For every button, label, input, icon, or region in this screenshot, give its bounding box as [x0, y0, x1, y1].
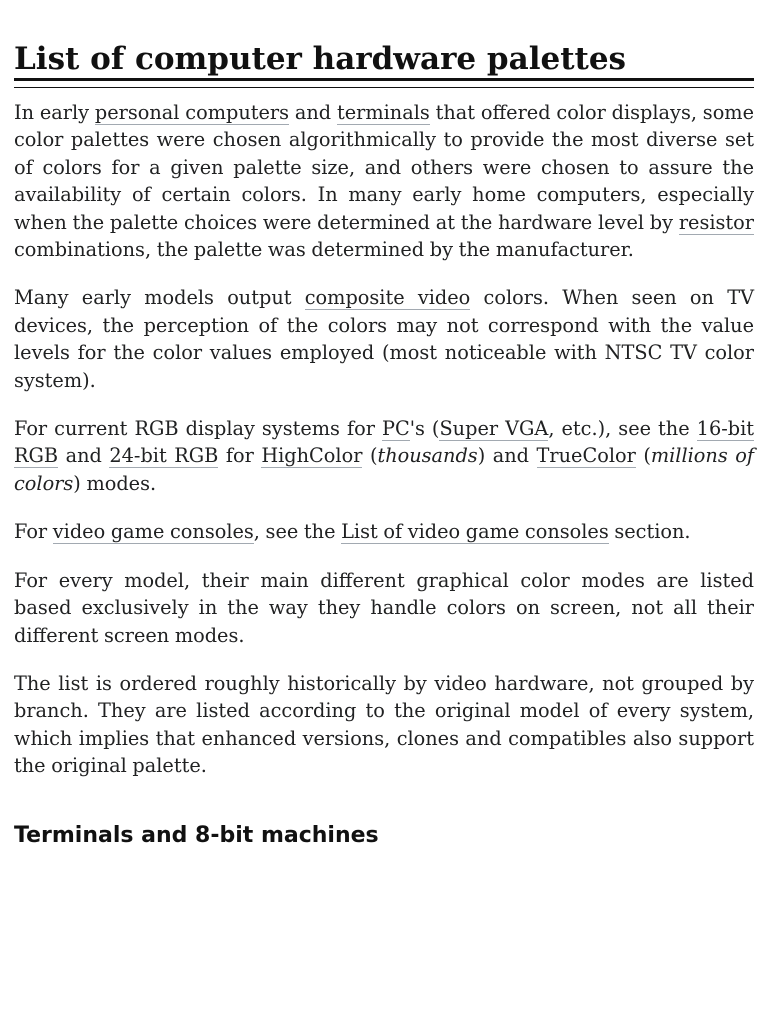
- text: (: [635, 444, 651, 468]
- text: section.: [608, 520, 691, 544]
- text: ) and: [477, 444, 537, 468]
- intro-paragraph-5: [14, 567, 754, 649]
- text: and: [58, 444, 110, 468]
- title-divider-thick: [14, 78, 754, 81]
- link-24-bit-rgb[interactable]: 24-bit RGB: [109, 444, 219, 468]
- article-body: [14, 99, 754, 801]
- text: (: [362, 444, 378, 468]
- text: , see the: [253, 520, 342, 544]
- text: for: [218, 444, 262, 468]
- page-title: List of computer hardware palettes: [14, 41, 627, 77]
- title-divider-thin: [14, 87, 754, 88]
- text: colors. When seen on TV devices, the perception of the colors may not correspond with the value levels for the color values employed (most noticeable with NTSC TV color system).: [14, 286, 754, 392]
- text: In early: [14, 101, 95, 124]
- text: combinations, the palette was determined by the manufacturer.: [14, 238, 634, 262]
- intro-paragraph-1: [14, 99, 754, 263]
- text: For: [14, 520, 53, 544]
- intro-paragraph-2: [14, 284, 754, 394]
- link-super-vga[interactable]: Super VGA: [439, 417, 549, 441]
- link-pc[interactable]: PC: [381, 417, 410, 441]
- link-list-of-video-game-consoles[interactable]: List of video game consoles: [341, 520, 609, 544]
- intro-paragraph-3: [14, 415, 754, 497]
- link-terminals[interactable]: terminals: [336, 101, 430, 124]
- text: The list is ordered roughly historically by video hardware, not grouped by branch. They are listed according to the original model of every system, which implies that enhanced versions, clones and compatibles also support the original palette.: [14, 671, 754, 778]
- link-video-game-consoles[interactable]: video game consoles: [52, 520, 254, 544]
- link-16-bit-rgb[interactable]: 16-bit RGB: [14, 417, 754, 468]
- intro-paragraph-6: [14, 670, 754, 780]
- text: that offered color displays, some color palettes were chosen algorithmically to provide the most diverse set of colors for a given palette size, and others were chosen to assure the availability of certain colors. In many early home computers, especially when the palette choices were determined at the hardware level by: [14, 101, 754, 234]
- link-highcolor[interactable]: HighColor: [261, 444, 363, 468]
- italic-text: thousands: [377, 444, 478, 468]
- text: 's (: [409, 417, 440, 441]
- text: For current RGB display systems for: [14, 417, 382, 441]
- intro-paragraph-4: [14, 518, 754, 545]
- text: and: [289, 101, 337, 124]
- section-heading: Terminals and 8-bit machines: [14, 823, 379, 848]
- text: For every model, their main different graphical color modes are listed based exclusively in the way they handle colors on screen, not all their different screen modes.: [14, 568, 754, 647]
- text: ) modes.: [73, 471, 157, 495]
- link-truecolor[interactable]: TrueColor: [536, 444, 636, 468]
- link-resistor[interactable]: resistor: [678, 210, 754, 234]
- link-personal-computers[interactable]: personal computers: [94, 101, 290, 124]
- text: , etc.), see the: [548, 417, 697, 441]
- link-composite-video[interactable]: composite video: [304, 286, 471, 310]
- italic-text: millions of colors: [14, 444, 754, 495]
- text: Many early models output: [14, 286, 305, 310]
